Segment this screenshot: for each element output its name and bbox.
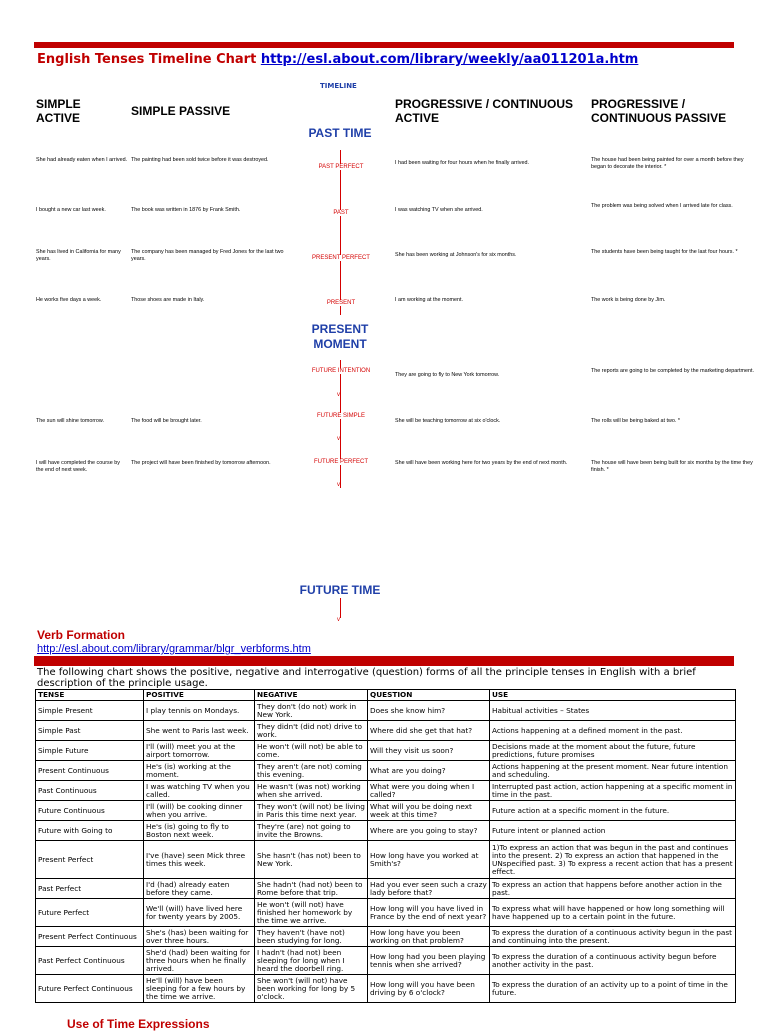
table-cell: What will you be doing next week at this time? xyxy=(368,801,490,821)
table-cell: Future with Going to xyxy=(36,821,144,841)
table-cell: He's (is) working at the moment. xyxy=(144,761,255,781)
table-row xyxy=(36,761,736,781)
row-pastperfect-prog-active: I had been waiting for four hours when he finally arrived. xyxy=(395,160,529,166)
table-header-cell: TENSE xyxy=(36,690,144,701)
table-cell: Simple Future xyxy=(36,741,144,761)
table-cell: She went to Paris last week. xyxy=(144,721,255,741)
table-cell: They haven't (have not) been studying for long. xyxy=(255,927,368,947)
table-row xyxy=(36,721,736,741)
table-row xyxy=(36,927,736,947)
table-cell: They didn't (did not) drive to work. xyxy=(255,721,368,741)
table-row xyxy=(36,801,736,821)
time-expressions-title: Use of Time Expressions xyxy=(67,1017,210,1031)
title-link[interactable]: http://esl.about.com/library/weekly/aa011201a.htm xyxy=(260,52,639,67)
timeline-line-upper xyxy=(340,150,341,315)
table-cell: I play tennis on Mondays. xyxy=(144,701,255,721)
table-cell: Present Continuous xyxy=(36,761,144,781)
row-futint-prog-active: They are going to fly to New York tomorrow. xyxy=(395,372,500,378)
table-cell: He won't (will not) be able to come. xyxy=(255,741,368,761)
table-row xyxy=(36,781,736,801)
marker-future-perfect: FUTURE PERFECT xyxy=(301,459,381,465)
row-present-simple-passive: Those shoes are made in Italy. xyxy=(131,297,205,303)
row-present-prog-passive: The work is being done by Jim. xyxy=(591,297,666,303)
table-cell: They're (are) not going to invite the Browns. xyxy=(255,821,368,841)
table-cell: Interrupted past action, action happening at a specific moment in time in the past. xyxy=(490,781,736,801)
table-cell: I'll (will) be cooking dinner when you arrive. xyxy=(144,801,255,821)
table-cell: He won't (will not) have finished her homework by the time we arrive. xyxy=(255,899,368,927)
table-header-cell: POSITIVE xyxy=(144,690,255,701)
title-text: English Tenses Timeline Chart xyxy=(37,52,257,67)
table-cell: She hasn't (has not) been to New York. xyxy=(255,841,368,879)
marker-present: PRESENT xyxy=(301,300,381,306)
table-cell: Where are you going to stay? xyxy=(368,821,490,841)
timeline-label: TIMELINE xyxy=(320,82,357,90)
row-presperfect-simple-passive: The company has been managed by Fred Jones for the last two years. xyxy=(131,249,284,262)
page-title xyxy=(37,52,638,67)
table-header-cell: USE xyxy=(490,690,736,701)
row-presperfect-prog-active: She has been working at Johnson's for six months. xyxy=(395,252,517,258)
table-cell: I'll (will) meet you at the airport tomorrow. xyxy=(144,741,255,761)
col-header-progressive-active: PROGRESSIVE / CONTINUOUS ACTIVE xyxy=(395,97,574,125)
table-cell: Actions happening at a defined moment in the past. xyxy=(490,721,736,741)
table-cell: Present Perfect Continuous xyxy=(36,927,144,947)
table-cell: I've (have) seen Mick three times this week. xyxy=(144,841,255,879)
row-futperfect-simple-passive: The project will have been finished by tomorrow afternoon. xyxy=(131,460,271,466)
verb-formation-red-bar xyxy=(34,656,734,666)
table-cell: Future action at a specific moment in the future. xyxy=(490,801,736,821)
verb-formation-table xyxy=(35,689,736,1003)
table-cell: Had you ever seen such a crazy lady before that? xyxy=(368,879,490,899)
table-cell: Does she know him? xyxy=(368,701,490,721)
table-cell: Will they visit us soon? xyxy=(368,741,490,761)
past-time-label: PAST TIME xyxy=(308,126,372,140)
table-cell: Where did she get that hat? xyxy=(368,721,490,741)
table-cell: Future Perfect xyxy=(36,899,144,927)
table-cell: How long will you have been driving by 6 o'clock? xyxy=(368,975,490,1003)
table-row xyxy=(36,879,736,899)
table-cell: To express the duration of a continuous activity begun before another activity in the past. xyxy=(490,947,736,975)
row-pastperfect-simple-passive: The painting had been sold twice before it was destroyed. xyxy=(131,157,269,163)
present-moment-label: PRESENT MOMENT xyxy=(311,322,369,351)
table-cell: What are you doing? xyxy=(368,761,490,781)
row-present-prog-active: I am working at the moment. xyxy=(395,297,464,303)
table-cell: He wasn't (was not) working when she arrived. xyxy=(255,781,368,801)
table-cell: How long had you been playing tennis when she arrived? xyxy=(368,947,490,975)
table-row xyxy=(36,899,736,927)
table-cell: We'll (will) have lived here for twenty years by 2005. xyxy=(144,899,255,927)
verb-formation-title: Verb Formation xyxy=(37,628,126,642)
table-cell: They won't (will not) be living in Paris this time next year. xyxy=(255,801,368,821)
table-cell: 1)To express an action that was begun in the past and continues into the present. 2) To express an action that happened in the UNspecified past. 3) To express a recent action that has a present effect. xyxy=(490,841,736,879)
table-cell: Actions happening at the present moment. Near future intention and scheduling. xyxy=(490,761,736,781)
verb-formation-link[interactable]: http://esl.about.com/library/grammar/blgr_verbforms.htm xyxy=(37,643,311,655)
table-cell: How long have you worked at Smith's? xyxy=(368,841,490,879)
table-cell: He's (is) going to fly to Boston next week. xyxy=(144,821,255,841)
row-futsimple-prog-active: She will be teaching tomorrow at six o'clock. xyxy=(395,418,501,424)
marker-future-simple: FUTURE SIMPLE xyxy=(301,413,381,419)
table-cell: Simple Present xyxy=(36,701,144,721)
row-futsimple-simple-passive: The food will be brought later. xyxy=(131,418,202,424)
row-past-simple-active: I bought a new car last week. xyxy=(36,207,106,213)
col-header-simple-passive: SIMPLE PASSIVE xyxy=(131,104,231,118)
verb-formation-intro: The following chart shows the positive, negative and interrogative (question) forms of all the principle tenses in English with a brief description of the principle usage. xyxy=(37,667,696,689)
row-pastperfect-prog-passive: The house had been being painted for over a month before they began to decorate the interior. * xyxy=(591,157,744,170)
marker-present-perfect: PRESENT PERFECT xyxy=(301,255,381,261)
table-cell: She'd (had) been waiting for three hours when he finally arrived. xyxy=(144,947,255,975)
marker-future-intention: FUTURE INTENTION xyxy=(301,368,381,374)
row-presperfect-prog-passive: The students have been being taught for the last four hours. * xyxy=(591,249,738,255)
table-cell: She hadn't (had not) been to Rome before that trip. xyxy=(255,879,368,899)
arrow-down-icon: v xyxy=(337,617,340,623)
table-cell: How long have you been working on that problem? xyxy=(368,927,490,947)
table-cell: Past Continuous xyxy=(36,781,144,801)
table-cell: To express what will have happened or how long something will have happened up to a certain point in the future. xyxy=(490,899,736,927)
row-futperfect-prog-passive: The house will have been being built for six months by the time they finish. * xyxy=(591,460,753,473)
table-cell: What were you doing when I called? xyxy=(368,781,490,801)
col-header-simple-active: SIMPLE ACTIVE xyxy=(36,97,81,125)
table-cell: Simple Past xyxy=(36,721,144,741)
row-futperfect-prog-active: She will have been working here for two years by the end of next month. xyxy=(395,460,568,466)
table-header-cell: NEGATIVE xyxy=(255,690,368,701)
table-row xyxy=(36,821,736,841)
arrow-down-icon: v xyxy=(337,436,340,442)
table-cell: Future intent or planned action xyxy=(490,821,736,841)
table-cell: She's (has) been waiting for over three hours. xyxy=(144,927,255,947)
table-row xyxy=(36,975,736,1003)
table-cell: I'd (had) already eaten before they came. xyxy=(144,879,255,899)
row-futsimple-simple-active: The sun will shine tomorrow. xyxy=(36,418,105,424)
row-futsimple-prog-passive: The rolls will be being baked at two. * xyxy=(591,418,680,424)
row-past-prog-active: I was watching TV when she arrived. xyxy=(395,207,483,213)
row-past-simple-passive: The book was written in 1876 by Frank Smith. xyxy=(131,207,241,213)
row-futperfect-simple-active: I will have completed the course by the end of next week. xyxy=(36,460,120,473)
row-presperfect-simple-active: She has lived in California for many years. xyxy=(36,249,121,262)
timeline-line-lower xyxy=(340,360,341,488)
table-cell: She won't (will not) have been working for long by 5 o'clock. xyxy=(255,975,368,1003)
table-cell: He'll (will) have been sleeping for a few hours by the time we arrive. xyxy=(144,975,255,1003)
row-futint-prog-passive: The reports are going to be completed by the marketing department. xyxy=(591,368,755,374)
row-pastperfect-simple-active: She had already eaten when I arrived. xyxy=(36,157,128,163)
table-cell: They aren't (are not) coming this evening. xyxy=(255,761,368,781)
arrow-down-icon: v xyxy=(337,482,340,488)
table-cell: Past Perfect Continuous xyxy=(36,947,144,975)
table-header-cell: QUESTION xyxy=(368,690,490,701)
table-row xyxy=(36,947,736,975)
table-cell: Decisions made at the moment about the future, future predictions, future promises xyxy=(490,741,736,761)
table-cell: Future Perfect Continuous xyxy=(36,975,144,1003)
table-row xyxy=(36,701,736,721)
timeline-line-future xyxy=(340,598,341,618)
table-cell: Future Continuous xyxy=(36,801,144,821)
table-row xyxy=(36,841,736,879)
arrow-down-icon: v xyxy=(337,392,340,398)
table-cell: To express an action that happens before another action in the past. xyxy=(490,879,736,899)
table-cell: I was watching TV when you called. xyxy=(144,781,255,801)
future-time-label: FUTURE TIME xyxy=(299,583,381,597)
table-cell: To express the duration of an activity up to a point of time in the future. xyxy=(490,975,736,1003)
marker-past: PAST xyxy=(301,210,381,216)
marker-past-perfect: PAST PERFECT xyxy=(301,164,381,170)
table-cell: I hadn't (had not) been sleeping for long when I heard the doorbell ring. xyxy=(255,947,368,975)
table-cell: They don't (do not) work in New York. xyxy=(255,701,368,721)
top-red-bar xyxy=(34,42,734,48)
table-cell: To express the duration of a continuous activity begun in the past and continuing into the present. xyxy=(490,927,736,947)
table-row xyxy=(36,741,736,761)
col-header-progressive-passive: PROGRESSIVE / CONTINUOUS PASSIVE xyxy=(591,97,727,125)
table-cell: Present Perfect xyxy=(36,841,144,879)
table-header-row xyxy=(36,690,736,701)
table-cell: Habitual activities – States xyxy=(490,701,736,721)
row-present-simple-active: He works five days a week. xyxy=(36,297,102,303)
row-past-prog-passive: The problem was being solved when I arrived late for class. xyxy=(591,203,733,209)
table-cell: Past Perfect xyxy=(36,879,144,899)
table-cell: How long will you have lived in France by the end of next year? xyxy=(368,899,490,927)
